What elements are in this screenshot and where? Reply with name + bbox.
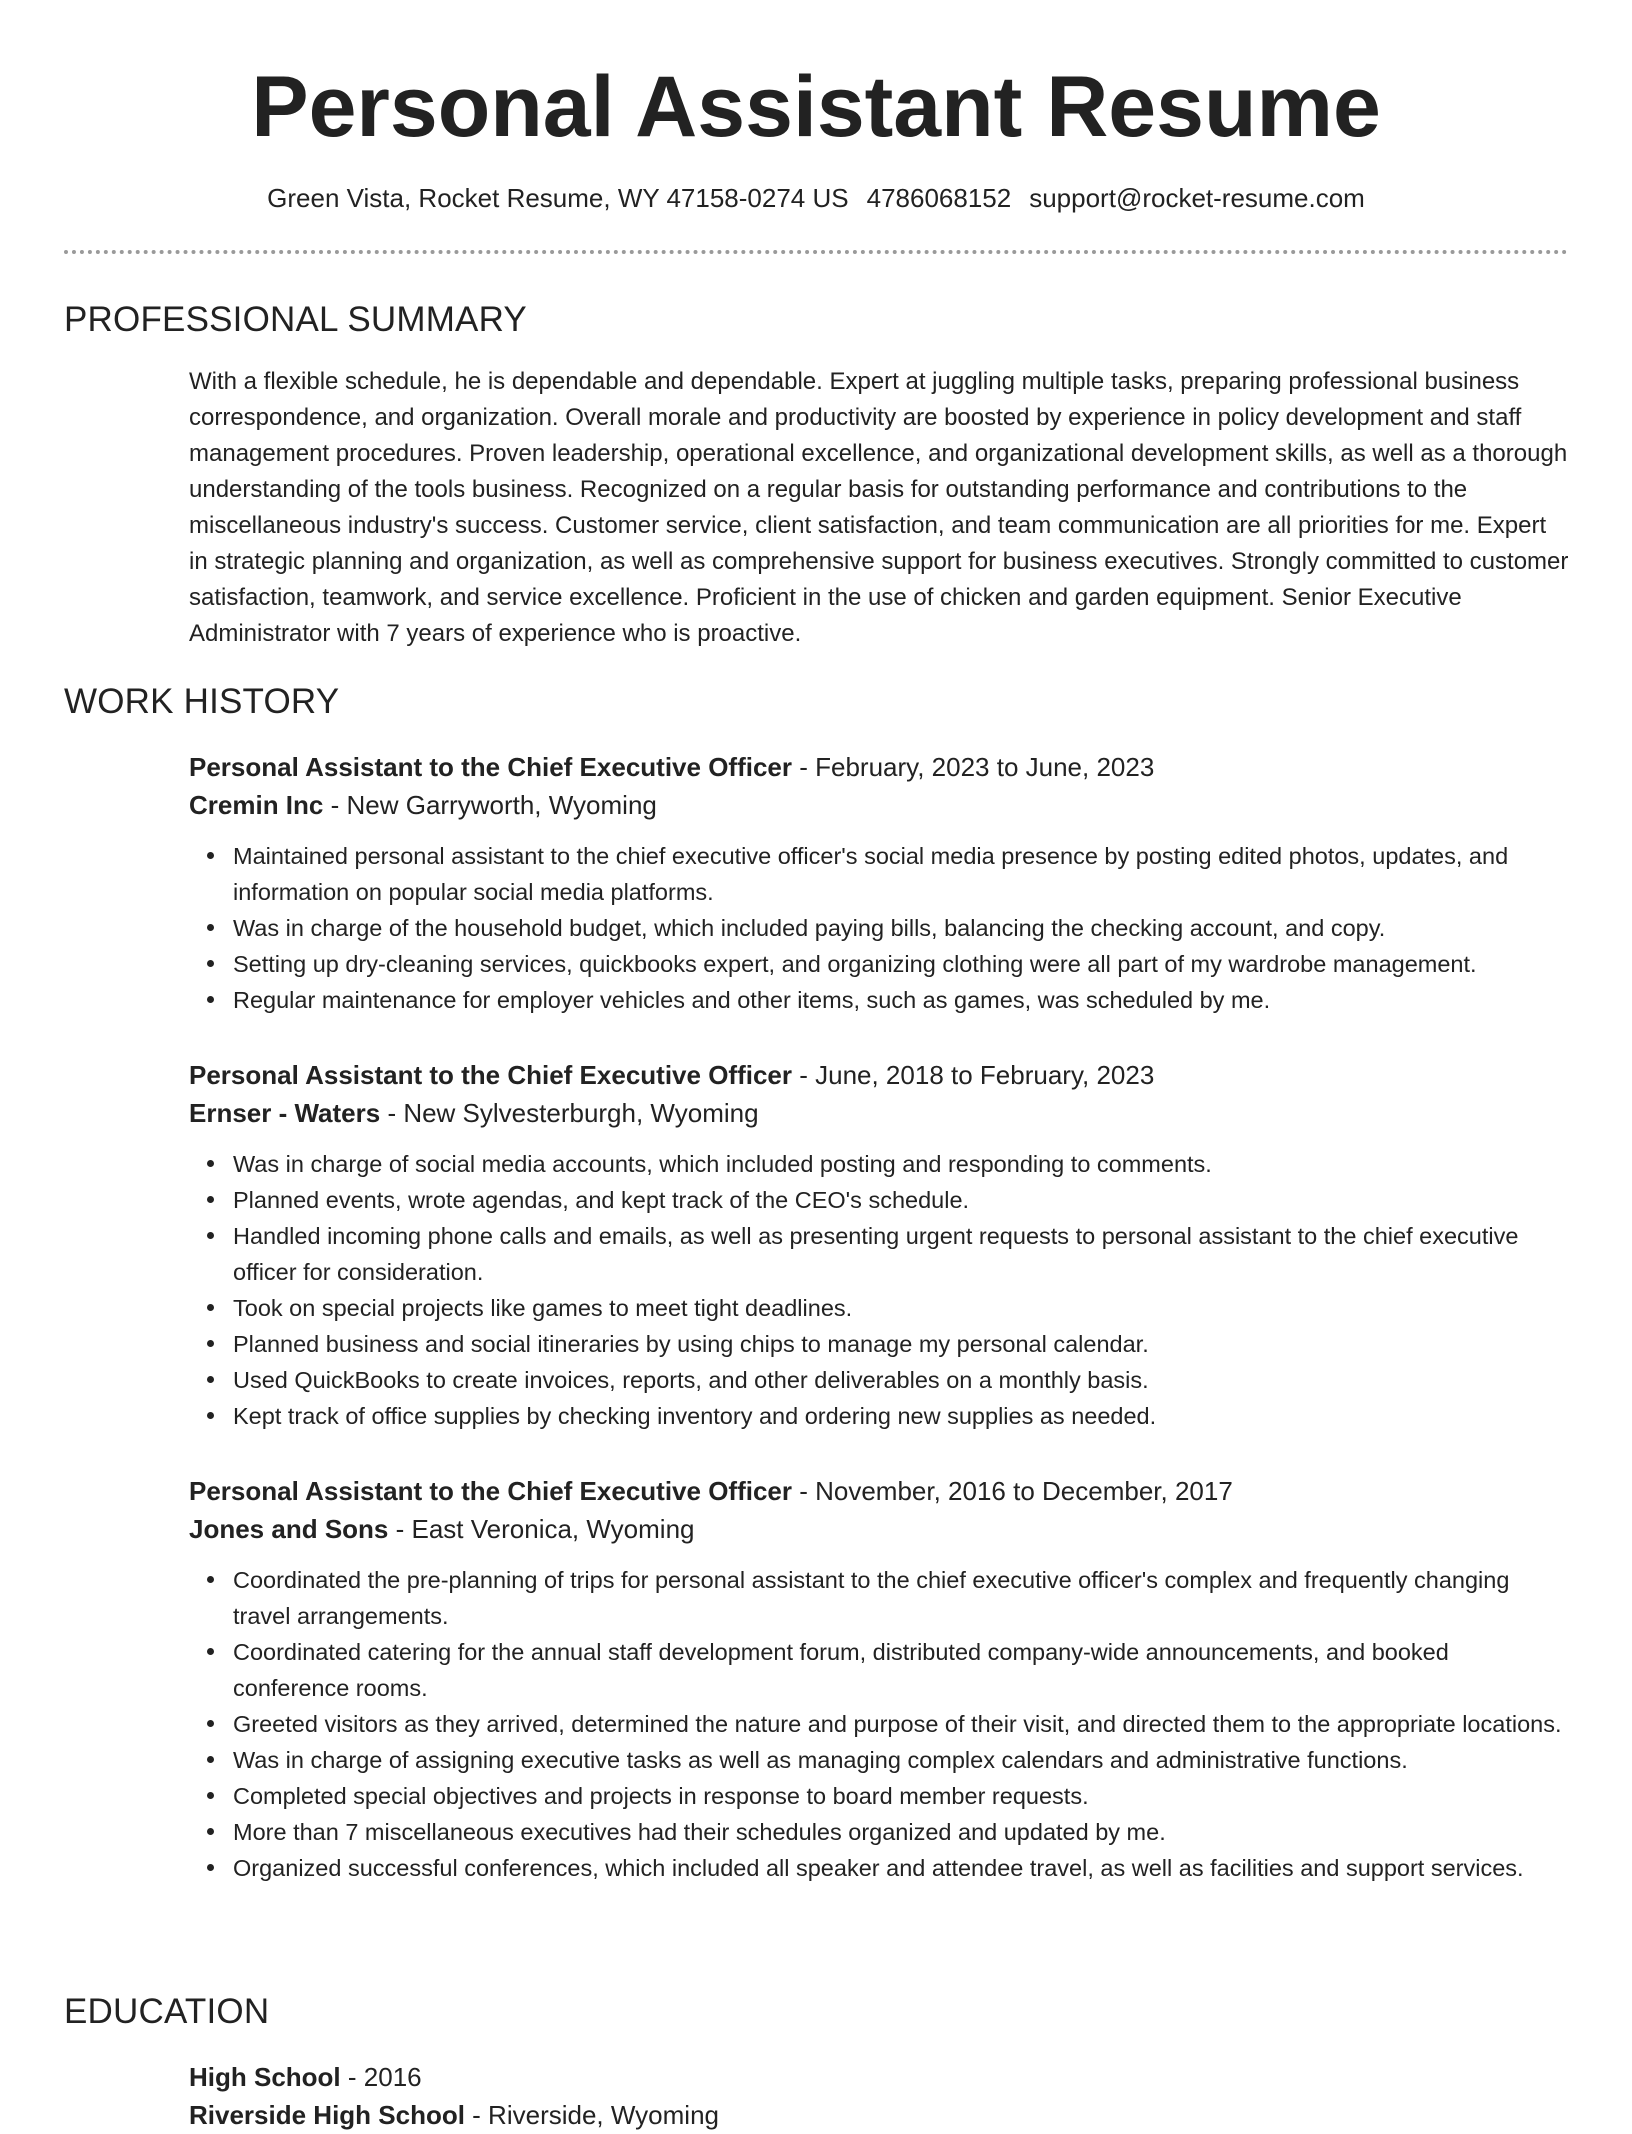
list-item — [233, 1146, 1569, 1182]
job-dates: - November, 2016 to December, 2017 — [792, 1476, 1233, 1506]
job-bullet-list — [189, 838, 1569, 1018]
bullet-icon — [207, 1864, 214, 1871]
list-item — [233, 1562, 1569, 1634]
list-item — [233, 1634, 1569, 1706]
bullet-icon — [207, 960, 214, 967]
education-school-line — [189, 2096, 1569, 2134]
list-item-text: Maintained personal assistant to the chief executive officer's social media presence by posting edited photos, updates, and information on popular social media platforms. — [233, 843, 1509, 905]
summary-block — [189, 364, 1569, 652]
job-title-line — [189, 1056, 1569, 1094]
bullet-icon — [207, 1792, 214, 1799]
job-entry — [189, 1472, 1569, 1886]
bullet-icon — [207, 1376, 214, 1383]
list-item — [233, 1326, 1569, 1362]
list-item-text: More than 7 miscellaneous executives had their schedules organized and updated by me. — [233, 1819, 1166, 1845]
job-title-line — [189, 748, 1569, 786]
bullet-icon — [207, 1756, 214, 1763]
list-item — [233, 1850, 1569, 1886]
bullet-icon — [207, 924, 214, 931]
list-item — [233, 1182, 1569, 1218]
list-item-text: Greeted visitors as they arrived, determined the nature and purpose of their visit, and directed them to the appropriate locations. — [233, 1711, 1562, 1737]
bullet-icon — [207, 1828, 214, 1835]
education-year: - 2016 — [340, 2062, 422, 2092]
list-item — [233, 1778, 1569, 1814]
header-divider — [64, 250, 1568, 254]
list-item-text: Used QuickBooks to create invoices, reports, and other deliverables on a monthly basis. — [233, 1367, 1149, 1393]
list-item — [233, 910, 1569, 946]
bullet-icon — [207, 1648, 214, 1655]
list-item-text: Planned events, wrote agendas, and kept track of the CEO's schedule. — [233, 1187, 970, 1213]
bullet-icon — [207, 1412, 214, 1419]
list-item — [233, 946, 1569, 982]
bullet-icon — [207, 1720, 214, 1727]
resume-title: Personal Assistant Resume — [251, 59, 1381, 155]
list-item — [233, 1742, 1569, 1778]
list-item — [233, 1398, 1569, 1434]
job-location: - New Garryworth, Wyoming — [323, 790, 657, 820]
job-title: Personal Assistant to the Chief Executive Officer — [189, 1476, 792, 1506]
bullet-icon — [207, 1304, 214, 1311]
job-company-line — [189, 786, 1569, 824]
job-title-line — [189, 1472, 1569, 1510]
summary-text: With a flexible schedule, he is dependable and dependable. Expert at juggling multiple tasks, preparing professional business correspondence, and organization. Overall morale and productivity are boosted by experience in policy development and staff management procedures. Proven leadership, operational excellence, and organizational development skills, as well as a thorough understanding of the tools business. Recognized on a regular basis for outstanding performance and contributions to the miscellaneous industry's success. Customer service, client satisfaction, and team communication are all priorities for me. Expert in strategic planning and organization, as well as comprehensive support for business executives. Strongly committed to customer satisfaction, teamwork, and service excellence. Proficient in the use of chicken and garden equipment. Senior Executive Administrator with 7 years of experience who is proactive. — [189, 368, 1569, 647]
bullet-icon — [207, 1196, 214, 1203]
list-item-text: Was in charge of assigning executive tasks as well as managing complex calendars and administrative functions. — [233, 1747, 1408, 1773]
bullet-icon — [207, 1576, 214, 1583]
summary-heading: PROFESSIONAL SUMMARY — [64, 300, 527, 339]
list-item-text: Planned business and social itineraries by using chips to manage my personal calendar. — [233, 1331, 1149, 1357]
job-entry — [189, 748, 1569, 1018]
job-location: - East Veronica, Wyoming — [388, 1514, 695, 1544]
job-bullet-list — [189, 1146, 1569, 1434]
education-school: Riverside High School — [189, 2100, 465, 2130]
list-item-text: Kept track of office supplies by checking inventory and ordering new supplies as needed. — [233, 1403, 1157, 1429]
list-item — [233, 1814, 1569, 1850]
education-heading: EDUCATION — [64, 1992, 270, 2031]
list-item — [233, 1362, 1569, 1398]
bullet-icon — [207, 1340, 214, 1347]
job-dates: - June, 2018 to February, 2023 — [792, 1060, 1155, 1090]
job-company: Cremin Inc — [189, 790, 324, 820]
contact-line — [0, 180, 1632, 216]
job-company: Ernser - Waters — [189, 1098, 381, 1128]
job-company-line — [189, 1510, 1569, 1548]
education-location: - Riverside, Wyoming — [464, 2100, 719, 2130]
job-location: - New Sylvesterburgh, Wyoming — [380, 1098, 759, 1128]
list-item-text: Handled incoming phone calls and emails, as well as presenting urgent requests to personal assistant to the chief executive officer for consideration. — [233, 1223, 1519, 1285]
list-item-text: Regular maintenance for employer vehicles and other items, such as games, was scheduled by me. — [233, 987, 1271, 1013]
list-item — [233, 982, 1569, 1018]
bullet-icon — [207, 1232, 214, 1239]
list-item-text: Was in charge of the household budget, which included paying bills, balancing the checking account, and copy. — [233, 915, 1386, 941]
education-degree-line — [189, 2058, 1569, 2096]
job-title: Personal Assistant to the Chief Executive Officer — [189, 752, 792, 782]
work-history-heading: WORK HISTORY — [64, 682, 340, 721]
education-entry — [189, 2058, 1569, 2134]
job-company-line — [189, 1094, 1569, 1132]
list-item — [233, 838, 1569, 910]
list-item-text: Setting up dry-cleaning services, quickbooks expert, and organizing clothing were all part of my wardrobe management. — [233, 951, 1477, 977]
list-item-text: Completed special objectives and projects in response to board member requests. — [233, 1783, 1089, 1809]
list-item-text: Took on special projects like games to meet tight deadlines. — [233, 1295, 853, 1321]
list-item-text: Coordinated catering for the annual staff development forum, distributed company-wide announcements, and booked conference rooms. — [233, 1639, 1449, 1701]
job-bullet-list — [189, 1562, 1569, 1886]
contact-address: Green Vista, Rocket Resume, WY 47158-0274 US — [267, 183, 849, 213]
bullet-icon — [207, 852, 214, 859]
job-company: Jones and Sons — [189, 1514, 389, 1544]
job-entry — [189, 1056, 1569, 1434]
contact-email: support@rocket-resume.com — [1029, 183, 1365, 213]
list-item — [233, 1218, 1569, 1290]
job-title: Personal Assistant to the Chief Executive Officer — [189, 1060, 792, 1090]
education-degree: High School — [189, 2062, 341, 2092]
job-dates: - February, 2023 to June, 2023 — [792, 752, 1155, 782]
contact-phone: 4786068152 — [866, 183, 1012, 213]
list-item — [233, 1290, 1569, 1326]
bullet-icon — [207, 1160, 214, 1167]
bullet-icon — [207, 996, 214, 1003]
list-item-text: Coordinated the pre-planning of trips for personal assistant to the chief executive officer's complex and frequently changing travel arrangements. — [233, 1567, 1510, 1629]
list-item — [233, 1706, 1569, 1742]
list-item-text: Organized successful conferences, which included all speaker and attendee travel, as well as facilities and support services. — [233, 1855, 1524, 1881]
list-item-text: Was in charge of social media accounts, which included posting and responding to comments. — [233, 1151, 1212, 1177]
